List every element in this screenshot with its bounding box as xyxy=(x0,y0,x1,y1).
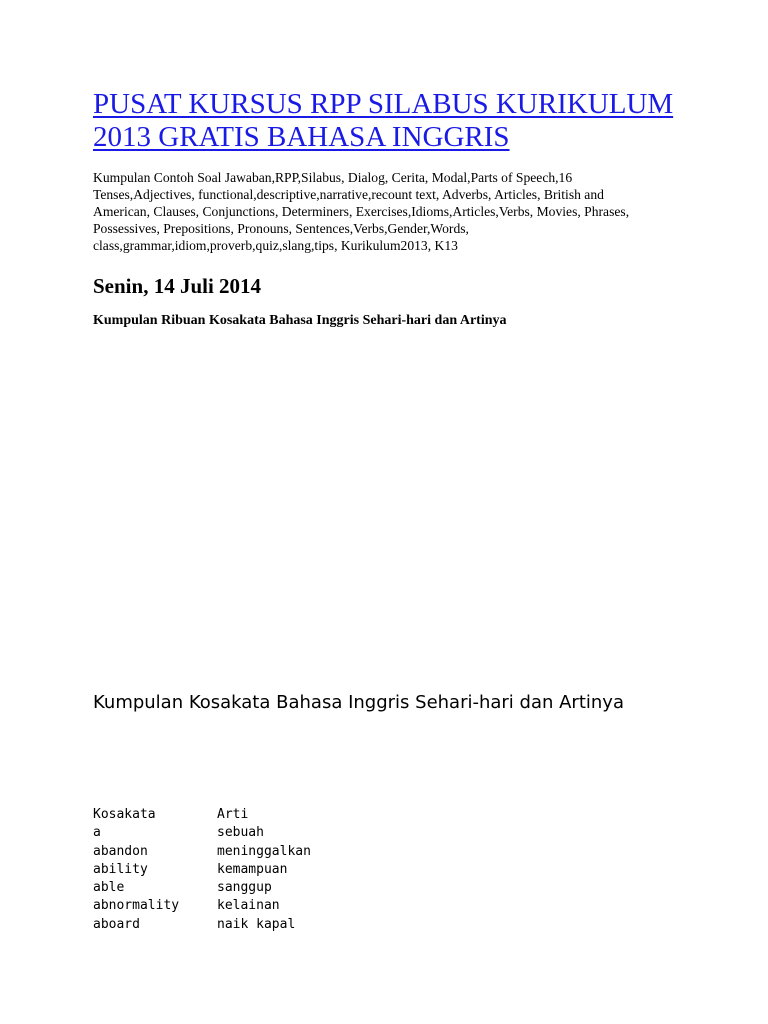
vocab-header-word: Kosakata xyxy=(93,807,156,822)
vocab-word: abnormality xyxy=(93,898,180,914)
section-heading: Kumpulan Kosakata Bahasa Inggris Sehari-hari dan Artinya xyxy=(93,692,624,713)
vocab-meaning: kemampuan xyxy=(217,861,288,877)
vocab-word: aboard xyxy=(93,916,140,932)
vocab-row xyxy=(93,824,311,842)
blog-title-link[interactable]: PUSAT KURSUS RPP SILABUS KURIKULUM 2013 GRATIS BAHASA INGGRIS xyxy=(93,88,674,153)
vocab-meaning: kelainan xyxy=(217,898,280,914)
vocab-word: ability xyxy=(93,861,148,877)
vocab-meaning: naik kapal xyxy=(217,916,296,932)
vocab-word: a xyxy=(93,825,101,841)
vocab-row xyxy=(93,843,311,861)
vocab-meaning: sebuah xyxy=(217,825,264,841)
vocab-header-row xyxy=(93,806,311,824)
vocab-row xyxy=(93,879,311,897)
post-title: Kumpulan Ribuan Kosakata Bahasa Inggris Sehari-hari dan Artinya xyxy=(93,313,507,328)
vocab-header-meaning: Arti xyxy=(217,807,249,822)
vocab-word: abandon xyxy=(93,843,148,859)
blog-description: Kumpulan Contoh Soal Jawaban,RPP,Silabus, Dialog, Cerita, Modal,Parts of Speech,16 Tenses,Adjectives, functional,descriptive,narrative,recount text, Adverbs, Articles, British and American, Clauses, Conjunctions, Determiners, Exercises,Idioms,Articles,Verbs, Movies, Phrases, Possessives, Prepositions, Pronouns, Sentences,Verbs,Gender,Words, class,grammar,idiom,proverb,quiz,slang,tips, Kurikulum2013, K13 xyxy=(93,170,630,253)
vocab-row xyxy=(93,916,311,934)
vocab-row xyxy=(93,897,311,915)
blog-header xyxy=(93,88,693,330)
vocab-meaning: meninggalkan xyxy=(217,843,311,859)
vocab-meaning: sanggup xyxy=(217,880,272,896)
vocab-row xyxy=(93,861,311,879)
vocab-table xyxy=(93,806,311,934)
vocab-word: able xyxy=(93,880,125,896)
post-date: Senin, 14 Juli 2014 xyxy=(93,274,262,298)
